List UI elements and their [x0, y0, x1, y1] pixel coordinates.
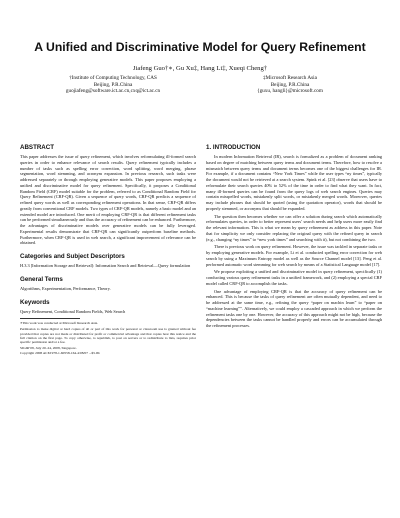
intro-paragraph: We propose exploiting a unified and discriminative model in query refinement, specifically (1) conducting various query refinement tasks in a unified framework, and (2) employing a special CRF model called CRF-QR to accomplish the tasks. — [206, 269, 382, 286]
intro-paragraph: There is previous work on query refinement. However, the issue was tackled in separate tasks or by employing generative models. For example, Li et al. conducted spelling error correction for web search by using a Maximum Entropy model as well as the Source Channel model [13]. Peng et al. performed automatic word stemming for web search by means of a Statistical Language model [17]. — [206, 244, 382, 267]
affiliation-city: Beijing, P.R.China — [270, 81, 310, 88]
affiliation-email: {guxu, hangli}@microsoft.com — [257, 88, 323, 95]
footnote-venue: SIGIR’08, July 20–24, 2008, Singapore. — [20, 346, 77, 351]
intro-paragraph: The question then becomes whether we can offer a solution during search which automatically reformulates queries, in order to better represent users’ search needs and help users more easily find the relevant information. This is what we mean by query refinement as address in this paper. Note that for simplicity we only consider replacing the original query with the refined query in search (e.g., changing “ny times” to “new york times” and searching with it), but not combining the two. — [206, 213, 382, 242]
affiliation-name: Institute of Computing Technology, CAS — [71, 75, 157, 81]
right-column — [206, 144, 382, 331]
affiliation-marker: ‡ — [263, 75, 266, 81]
footnote-divider — [20, 318, 80, 319]
footnote-star: ∗This work was conducted at Microsoft Research Asia. — [20, 321, 98, 326]
footnote-copyright: Copyright 2008 ACM 978-1-60558-164-4/08/07 ...$5.00. — [20, 350, 101, 355]
affiliation-block — [205, 75, 375, 95]
footnote-permission: Permission to make digital or hard copies of all or part of this work for personal or classroom use is granted without fee provided that copies are not made or distributed for profit or commercial advantage and that copies bear this notice and the full citation on the first page. To copy otherwise, to republish, to post on servers or to redistribute to lists, requires prior specific permission and/or a fee. — [20, 327, 196, 345]
keywords-text: Query Refinement, Conditional Random Fields, Web Search — [20, 308, 126, 314]
affiliation-block — [28, 75, 198, 95]
author-list: Jiafeng Guo†∗, Gu Xu‡, Hang Li‡, Xueqi Cheng† — [132, 65, 268, 72]
intro-paragraph: In modern Information Retrieval (IR), search is formalized as a problem of document ranking based on degree of matching between query terms and document terms. Therefore, how to resolve a mismatch between query terms and document terms becomes one of the biggest challenges for IR. For example, if a document contains “New York Times” while the user types “ny times”, typically the document would not be retrieved at a search system. Spink et al. [23] observe that users have to reformulate their search queries 40% to 52% of the time in order to find what they want. In fact, many ill-formed queries can be found from the query logs of web search engines. Queries may contain misspelled words, mistakenly split words, or mistakenly merged words. Moreover, queries may include phrases that should be quoted (using the quotation operator), words that should be properly stemmed, or acronyms that should be expanded. — [206, 154, 382, 211]
categories-heading: Categories and Subject Descriptors — [20, 253, 125, 260]
intro-paragraph: One advantage of employing CRF-QR is that the accuracy of query refinement can be enhanced. This is because the tasks of query refinement are often mutually dependent, and need to be addressed at the same time, e.g., refining the query “paper on machin learn” to “paper on “machine learning””. Alternatively, we could employ a cascaded approach in which we perform the refinement tasks one by one. However, the accuracy of this approach might not be high, because the dependencies between the tasks cannot be handled properly and errors can be accumulated through the refinement processes. — [206, 288, 382, 328]
footnotes — [20, 321, 196, 355]
general-terms-text: Algorithms, Experimentation, Performance, Theory. — [20, 285, 111, 291]
paper-title: A Unified and Discriminative Model for Query Refinement — [34, 40, 366, 54]
categories-text: H.3.3 [Information Storage and Retrieval]: Information Search and Retrieval—Query formulation — [20, 263, 191, 268]
abstract-text: This paper addresses the issue of query refinement, which involves reformulating ill-formed search queries in order to enhance relevance of search results. Query refinement typically includes a number of tasks such as spelling error correction, word splitting, word merging, phrase segmentation, word stemming, and acronym expansion. In previous research, such tasks were addressed separately or through employing generative models. This paper proposes employing a unified and discriminative model for query refinement. Specifically, it proposes a Conditional Random Field (CRF) model suitable for the problem, referred to as Conditional Random Field for Query Refinement (CRF-QR). Given a sequence of query words, CRF-QR predicts a sequence of refined query words as well as corresponding refinement operations. In that sense, CRF-QR differs greatly from conventional CRF models. Two types of CRF-QR models, namely a basic model and an extended model are introduced. One merit of employing CRF-QR is that different refinement tasks can be performed simultaneously and thus the accuracy of refinement can be enhanced. Furthermore, the advantages of discriminative models over generative models can be fully leveraged. Experimental results demonstrate that CRF-QR can significantly outperform baseline methods. Furthermore, when CRF-QR is used in web search, a significant improvement of relevance can be obtained. — [20, 154, 196, 246]
introduction-heading: 1. INTRODUCTION — [206, 144, 261, 151]
affiliation-email: guojiafeng@software.ict.ac.cn,cxq@ict.ac.cn — [65, 88, 161, 95]
left-column — [20, 144, 196, 357]
affiliation-city: Beijing, P.R.China — [93, 81, 133, 88]
affiliation-marker: † — [69, 75, 72, 81]
keywords-heading: Keywords — [20, 298, 50, 306]
general-terms-heading: General Terms — [20, 275, 63, 283]
abstract-heading: ABSTRACT — [20, 144, 55, 151]
affiliation-name: Microsoft Research Asia — [265, 75, 317, 81]
